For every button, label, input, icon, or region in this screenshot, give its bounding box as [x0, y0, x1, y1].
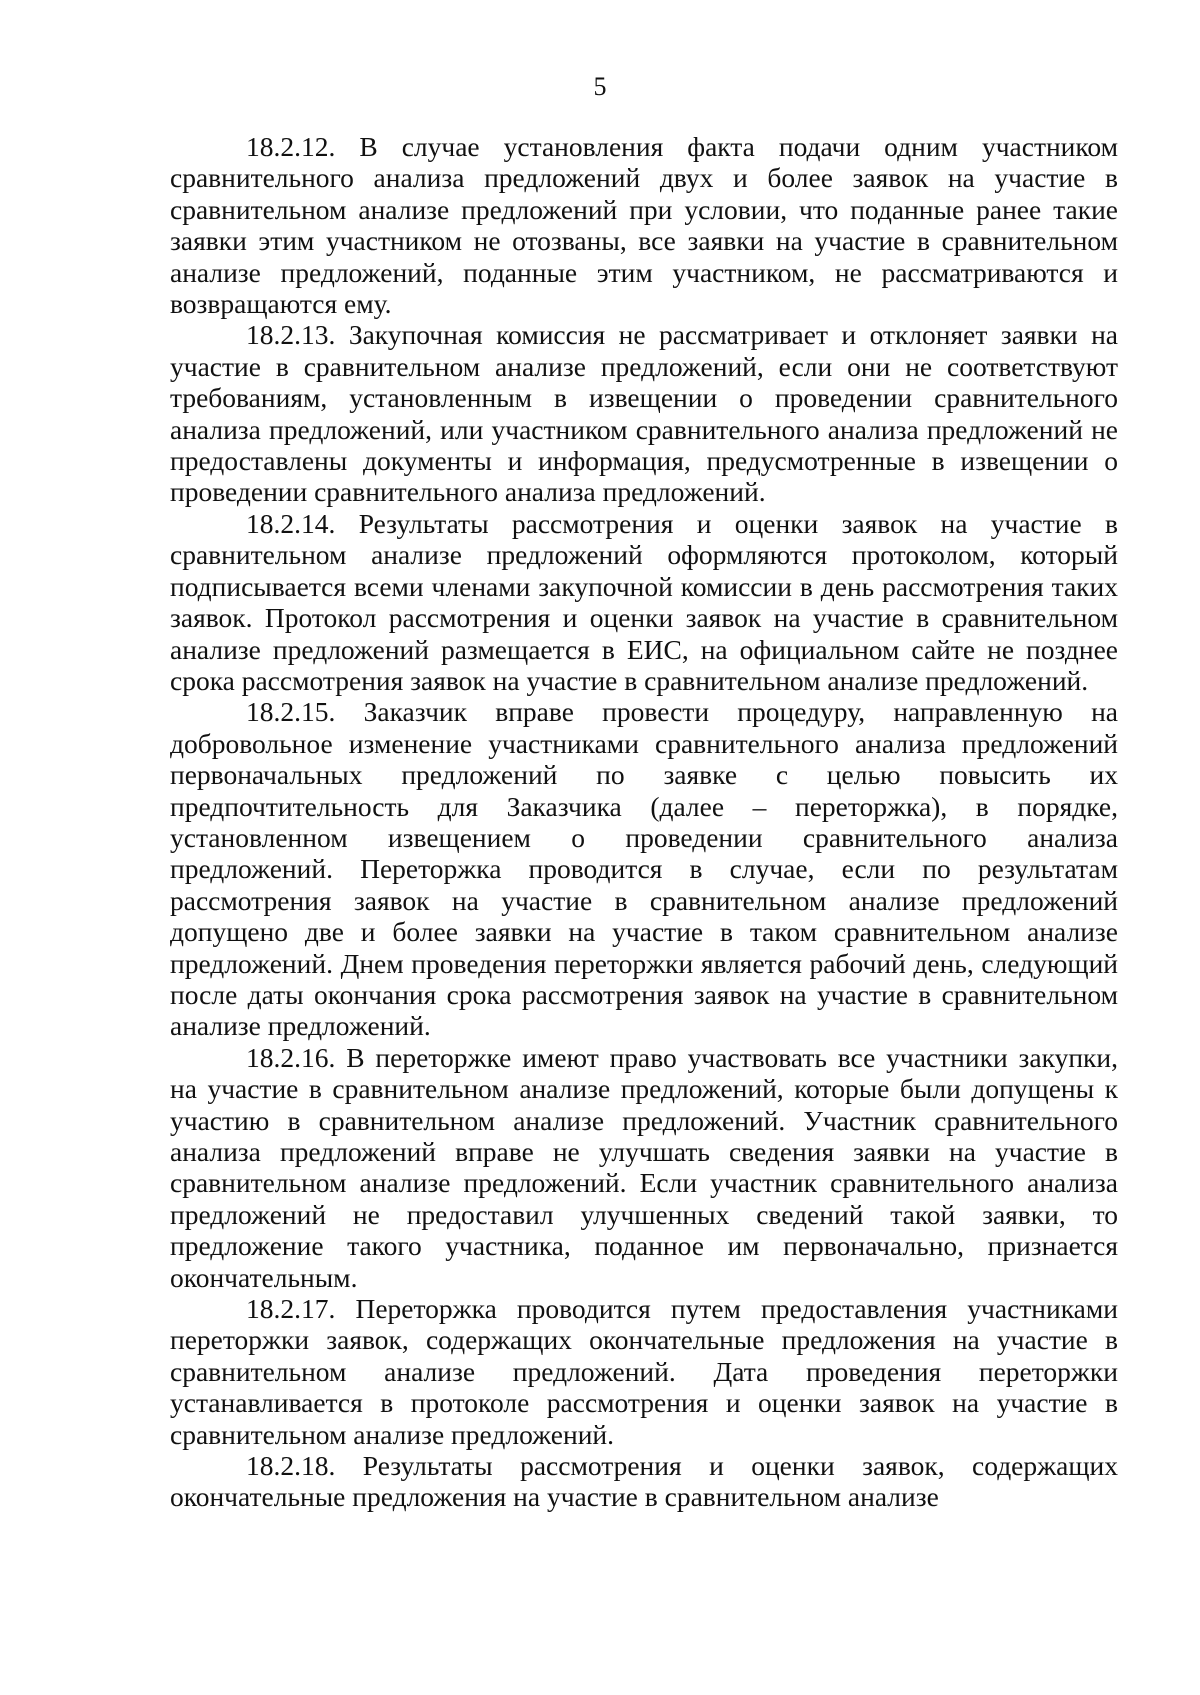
paragraph-18-2-18: 18.2.18. Результаты рассмотрения и оценки заявок, содержащих окончательные предложения на участие в сравнительном анализе: [170, 1450, 1118, 1513]
document-body: [170, 131, 1118, 1513]
paragraph-18-2-12: 18.2.12. В случае установления факта подачи одним участником сравнительного анализа предложений двух и более заявок на участие в сравнительном анализе предложений при условии, что поданные ранее такие заявки этим участником не отозваны, все заявки на участие в сравнительном анализе предложений, поданные этим участником, не рассматриваются и возвращаются ему.: [170, 131, 1118, 320]
paragraph-18-2-15: 18.2.15. Заказчик вправе провести процедуру, направленную на добровольное изменение участниками сравнительного анализа предложений первоначальных предложений по заявке с целью повысить их предпочтительность для Заказчика (далее – переторжка), в порядке, установленном извещением о проведении сравнительного анализа предложений. Переторжка проводится в случае, если по результатам рассмотрения заявок на участие в сравнительном анализе предложений допущено две и более заявки на участие в таком сравнительном анализе предложений. Днем проведения переторжки является рабочий день, следующий после даты окончания срока рассмотрения заявок на участие в сравнительном анализе предложений.: [170, 696, 1118, 1042]
paragraph-18-2-17: 18.2.17. Переторжка проводится путем предоставления участниками переторжки заявок, содержащих окончательные предложения на участие в сравнительном анализе предложений. Дата проведения переторжки устанавливается в протоколе рассмотрения и оценки заявок на участие в сравнительном анализе предложений.: [170, 1293, 1118, 1450]
paragraph-18-2-16: 18.2.16. В переторжке имеют право участвовать все участники закупки, на участие в сравнительном анализе предложений, которые были допущены к участию в сравнительном анализе предложений. Участник сравнительного анализа предложений вправе не улучшать сведения заявки на участие в сравнительном анализе предложений. Если участник сравнительного анализа предложений не предоставил улучшенных сведений такой заявки, то предложение такого участника, поданное им первоначально, признается окончательным.: [170, 1041, 1118, 1293]
paragraph-18-2-13: 18.2.13. Закупочная комиссия не рассматривает и отклоняет заявки на участие в сравнительном анализе предложений, если они не соответствуют требованиям, установленным в извещении о проведении сравнительного анализа предложений, или участником сравнительного анализа предложений не предоставлены документы и информация, предусмотренные в извещении о проведении сравнительного анализа предложений.: [170, 319, 1118, 508]
page-number: 5: [593, 72, 607, 101]
paragraph-18-2-14: 18.2.14. Результаты рассмотрения и оценки заявок на участие в сравнительном анализе предложений оформляются протоколом, который подписывается всеми членами закупочной комиссии в день рассмотрения таких заявок. Протокол рассмотрения и оценки заявок на участие в сравнительном анализе предложений размещается в ЕИС, на официальном сайте не позднее срока рассмотрения заявок на участие в сравнительном анализе предложений.: [170, 507, 1118, 696]
